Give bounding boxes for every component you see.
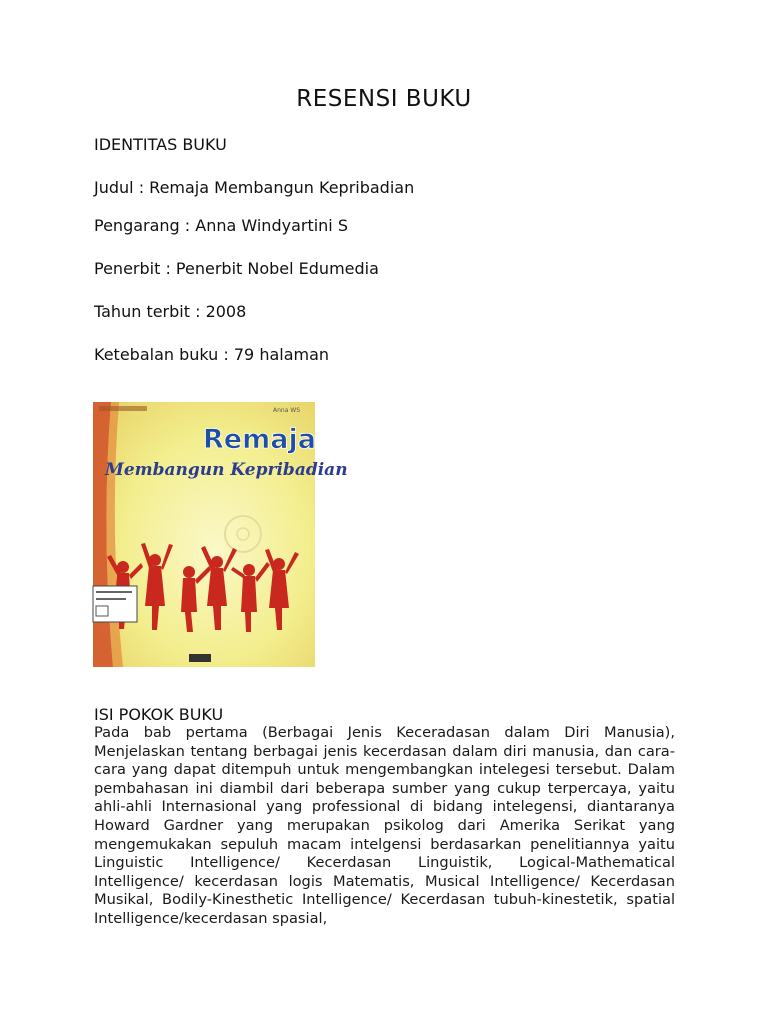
field-pengarang: Pengarang : Anna Windyartini S (94, 216, 348, 235)
summary-paragraph: Pada bab pertama (Berbagai Jenis Keceradasan dalam Diri Manusia), Menjelaskan tentang berbagai jenis kecerdasan dalam diri manusia, dan cara-cara yang dapat ditempuh untuk mengembangkan intelegesi tersebut. Dalam pembahasan ini diambil dari beberapa sumber yang cukup terpercaya, yaitu ahli-ahli Internasional yang professional di bidang intelegensi, diantaranya Howard Gardner yang merupakan psikolog dari Amerika Serikat yang mengemukakan sepuluh macam intelgensi berdasarkan penelitiannya yaitu Linguistic Intelligence/ Kecerdasan Linguistik, Logical-Mathematical Intelligence/ kecerdasan logis Matematis, Musical Intelligence/ Kecerdasan Musikal, Bodily-Kinesthetic Intelligence/ Kecerdasan tubuh-kinestetik, spatial Intelligence/kecerdasan spasial, (94, 724, 675, 927)
field-penerbit: Penerbit : Penerbit Nobel Edumedia (94, 259, 379, 278)
cover-publisher-logo (189, 654, 211, 662)
cover-author-tag: Anna WS (273, 407, 301, 414)
book-cover-illustration (93, 402, 348, 667)
field-judul: Judul : Remaja Membangun Kepribadian (94, 178, 415, 197)
cover-series-mark (99, 406, 147, 411)
field-ketebalan-buku: Ketebalan buku : 79 halaman (94, 345, 330, 364)
summary-heading: ISI POKOK BUKU (94, 705, 224, 724)
cover-title: Remaja (203, 424, 316, 455)
identity-heading: IDENTITAS BUKU (94, 135, 227, 154)
field-tahun-terbit: Tahun terbit : 2008 (94, 302, 247, 321)
book-cover-image (93, 402, 348, 667)
cover-subtitle: Membangun Kepribadian (105, 460, 348, 480)
page-title: RESENSI BUKU (296, 86, 472, 112)
